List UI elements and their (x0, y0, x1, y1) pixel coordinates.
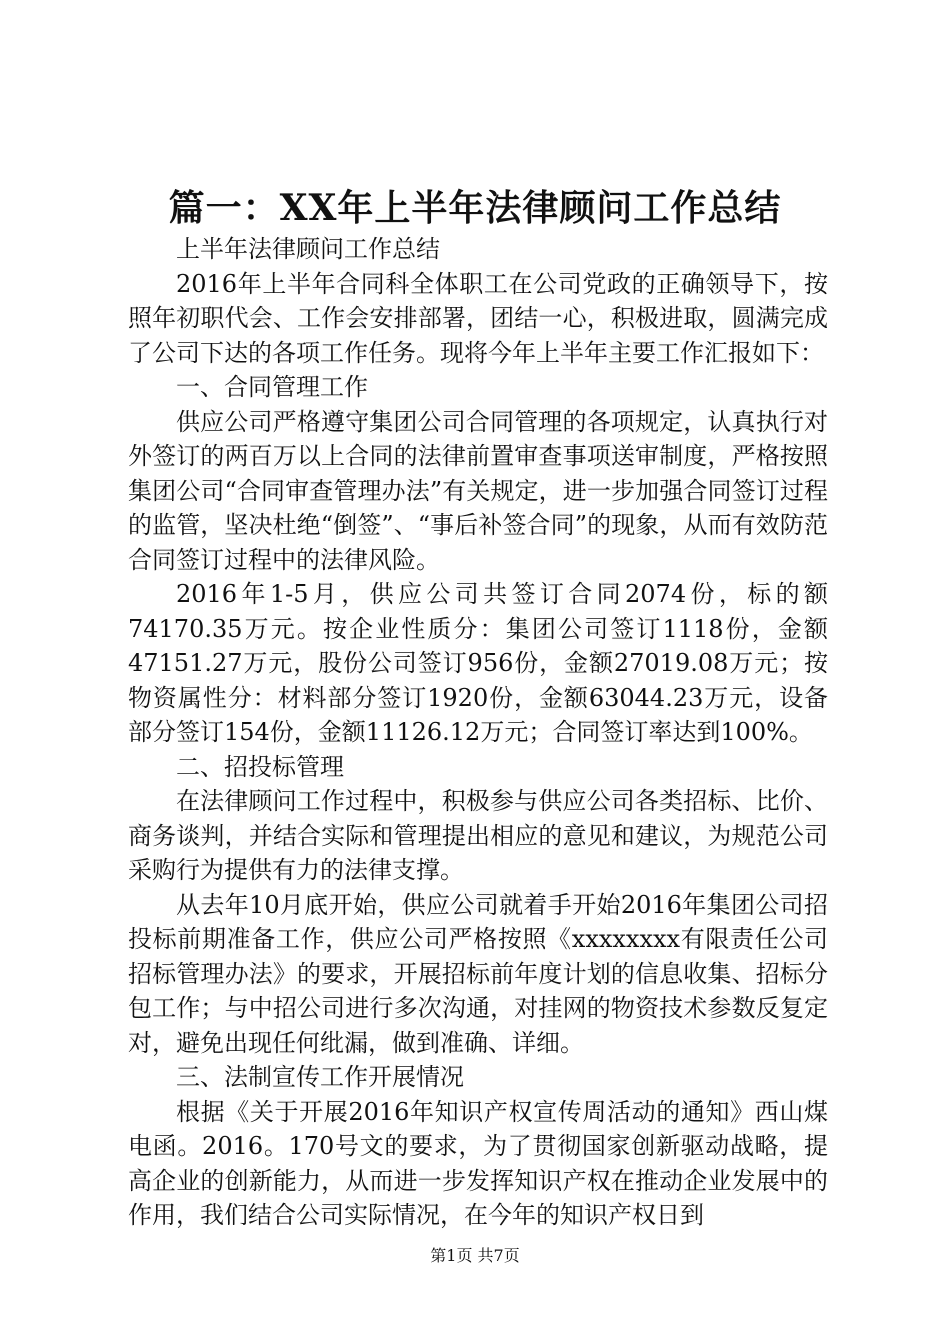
page-number-footer: 第1页 共7页 (430, 1246, 520, 1265)
document-title: 篇一：XX年上半年法律顾问工作总结 (168, 187, 782, 229)
paragraph-bidding-role: 在法律顾问工作过程中，积极参与供应公司各类招标、比价、商务谈判，并结合实际和管理提出相应的意见和建议，为规范公司采购行为提供有力的法律支撑。 (128, 787, 828, 884)
paragraph-legal-publicity: 根据《关于开展2016年知识产权宣传周活动的通知》西山煤电函。2016。170号文的要求，为了贯彻国家创新驱动战略，提高企业的创新能力，从而进一步发挥知识产权在推动企业发展中的作用，我们结合公司实际情况，在今年的知识产权日到 (128, 1097, 828, 1229)
section-heading-contract: 一、合同管理工作 (176, 373, 368, 401)
paragraph-contract-rules: 供应公司严格遵守集团公司合同管理的各项规定，认真执行对外签订的两百万以上合同的法律前置审查事项送审制度，严格按照集团公司“合同审查管理办法”有关规定，进一步加强合同签订过程的监管，坚决杜绝“倒签”、“事后补签合同”的现象，从而有效防范合同签订过程中的法律风险。 (128, 407, 828, 574)
section-heading-bidding: 二、招投标管理 (176, 752, 344, 781)
paragraph-subtitle: 上半年法律顾问工作总结 (176, 235, 440, 263)
paragraph-bidding-prep: 从去年10月底开始，供应公司就着手开始2016年集团公司招投标前期准备工作，供应公司严格按照《xxxxxxxx有限责任公司招标管理办法》的要求，开展招标前年度计划的信息收集、招标分包工作；与中招公司进行多次沟通，对挂网的物资技术参数反复定对，避免出现任何纰漏，做到准确、详细。 (128, 890, 828, 1057)
section-heading-legal-publicity: 三、法制宣传工作开展情况 (176, 1063, 464, 1091)
paragraph-intro: 2016年上半年合同科全体职工在公司党政的正确领导下，按照年初职代会、工作会安排部署，团结一心，积极进取，圆满完成了公司下达的各项工作任务。现将今年上半年主要工作汇报如下： (128, 269, 828, 367)
paragraph-contract-stats: 2016年1-5月，供应公司共签订合同2074份，标的额74170.35万元。按企业性质分：集团公司签订1118份，金额47151.27万元，股份公司签订956份，金额27019.08万元；按物资属性分：材料部分签订1920份，金额63044.23万元，设备部分签订154份，金额11126.12万元；合同签订率达到100%。 (128, 580, 828, 746)
document-body (128, 232, 828, 1233)
